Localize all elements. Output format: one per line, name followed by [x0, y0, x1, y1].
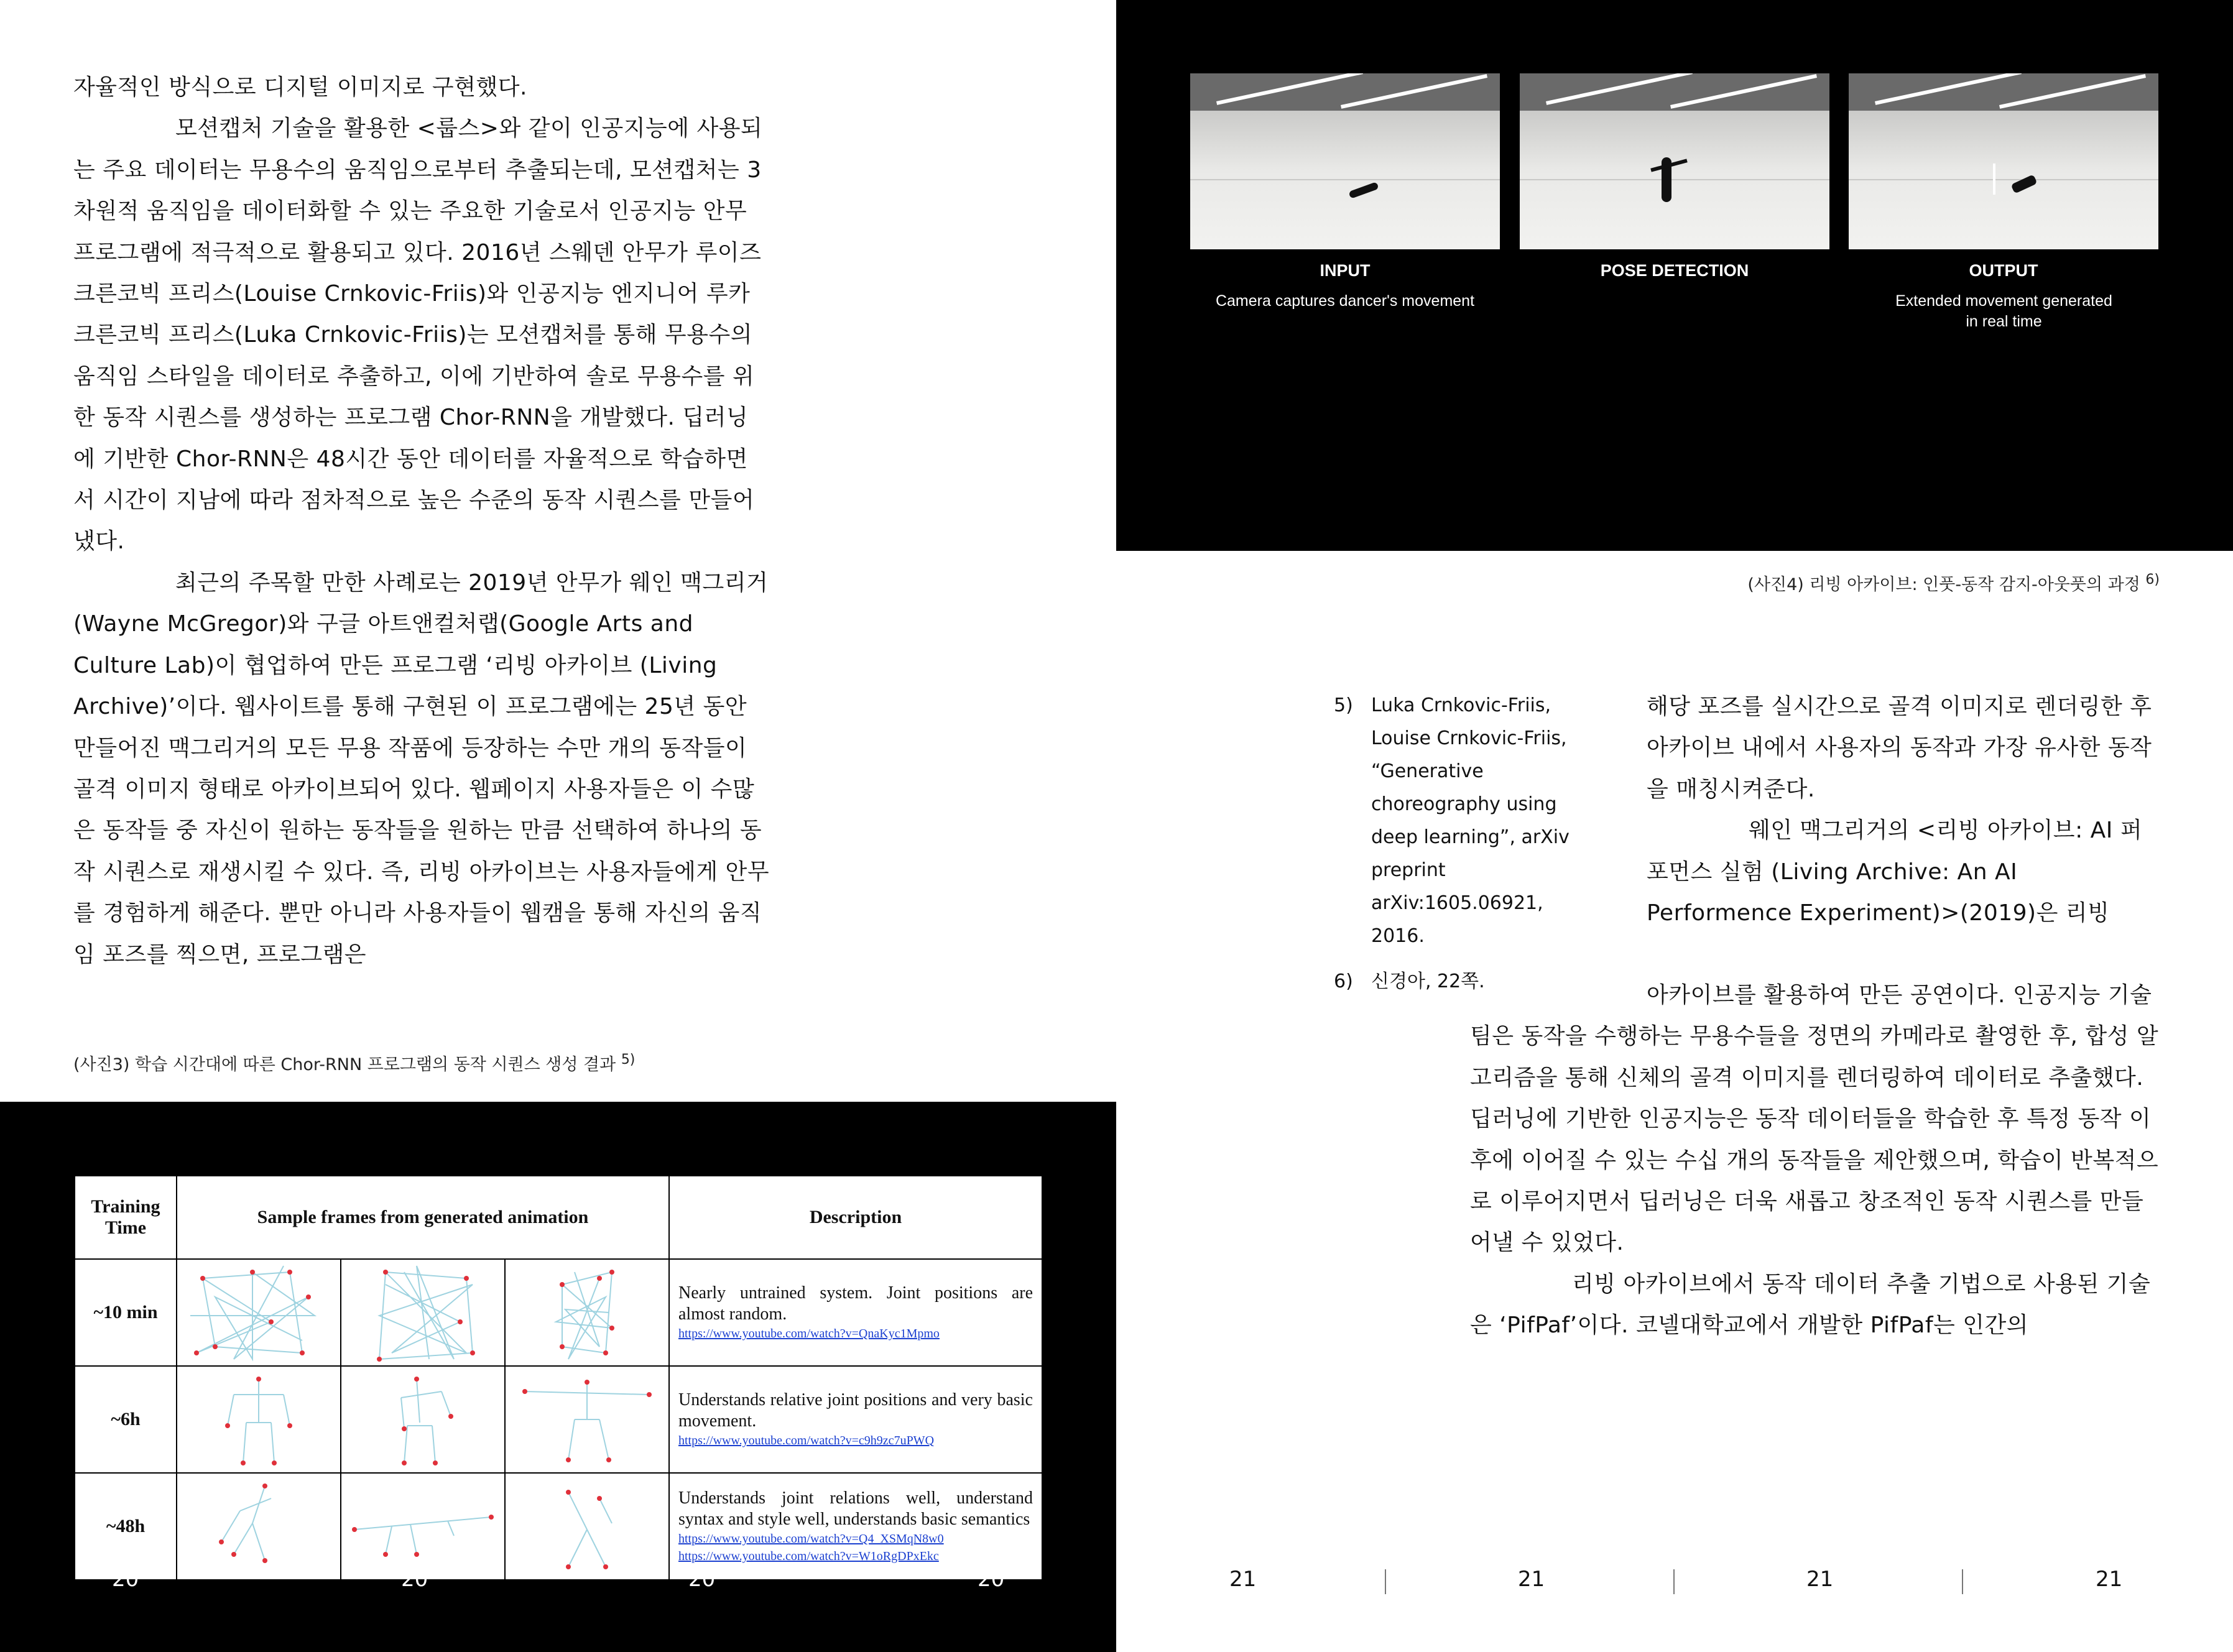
- divider: [1673, 1569, 1675, 1594]
- header-description: Description: [669, 1176, 1042, 1259]
- table-row: [75, 1366, 1042, 1473]
- paragraph: 최근의 주목할 만한 사례로는 2019년 안무가 웨인 맥그리거(Wayne McGregor)와 구글 아트앤컬처랩(Google Arts and Culture Lab)이 협업하여 만든 프로그램 ‘리빙 아카이브 (Living Archive)’이다. 웹사이트를 통해 구현된 이 프로그램에는 25년 동안 만들어진 맥그리거의 모든 무용 작품에 등장하는 수만 개의 동작들이 골격 이미지 형태로 아카이브되어 있다. 웹페이지 사용자들은 이 수많은 동작들 중 자신이 원하는 동작들을 원하는 만큼 선택하여 하나의 동작 시퀀스로 재생시킬 수 있다. 즉, 리빙 아카이브는 사용자들에게 안무를 경험하게 해준다. 뿐만 아니라 사용자들이 웹캠을 통해 자신의 움직임 포즈를 찍으면, 프로그램은: [73, 570, 770, 967]
- footnote-ref: 6): [2145, 572, 2160, 588]
- photo-pose-detection: [1520, 73, 1829, 249]
- skeleton-frame: [177, 1473, 341, 1579]
- page-number: 21: [1806, 1567, 1834, 1592]
- page-number: 21: [1518, 1567, 1545, 1592]
- paragraph: 아카이브를 활용하여 만든 공연이다. 인공지능 기술팀은 동작을 수행하는 무용수들을 정면의 카메라로 촬영한 후, 합성 알고리즘을 통해 신체의 골격 이미지를 렌더링하여 데이터로 추출했다. 딥러닝에 기반한 인공지능은 동작 데이터들을 학습한 후 특정 동작 이후에 이어질 수 있는 수십 개의 동작들을 제안했으며, 학습이 반복적으로 이루어지면서 딥러닝은 더욱 새롭고 창조적인 동작 시퀀스를 만들어낼 수 있었다.: [1470, 982, 2159, 1256]
- photo-output: [1849, 73, 2158, 249]
- photo-title: POSE DETECTION: [1600, 261, 1749, 280]
- training-time: ~10 min: [75, 1259, 177, 1366]
- paragraph: 리빙 아카이브에서 동작 데이터 추출 기법으로 사용된 기술은 ‘PifPaf’이다. 코넬대학교에서 개발한 PifPaf는 인간의: [1470, 1271, 2151, 1339]
- right-body-wide: [1470, 975, 2163, 1347]
- youtube-link[interactable]: https://www.youtube.com/watch?v=W1oRgDPxEkc: [678, 1549, 939, 1563]
- skeleton-frame: [505, 1259, 669, 1366]
- paragraph: 웨인 맥그리거의 <리빙 아카이브: AI 퍼포먼스 실험 (Living Archive: An AI Performence Experiment)>(2019)은 리빙: [1647, 818, 2143, 926]
- paragraph: 모션캡처 기술을 활용한 <룹스>와 같이 인공지능에 사용되는 주요 데이터는 무용수의 움직임으로부터 추출되는데, 모션캡처는 3차원적 움직임을 데이터화할 수 있는 주요한 기술로서 인공지능 안무 프로그램에 적극적으로 활용되고 있다. 2016년 스웨덴 안무가 루이즈 크른코빅 프리스(Louise Crnkovic-Friis)와 인공지능 엔지니어 루카 크른코빅 프리스(Luka Crnkovic-Friis)는 모션캡처를 통해 무용수의 움직임 스타일을 데이터로 추출하고, 이에 기반하여 솔로 무용수를 위한 동작 시퀀스를 생성하는 프로그램 Chor-RNN을 개발했다. 딥러닝에 기반한 Chor-RNN은 48시간 동안 데이터를 자율적으로 학습하면서 시간이 지남에 따라 점차적으로 높은 수준의 동작 시퀀스를 만들어냈다.: [73, 116, 763, 555]
- footnote-text: Luka Crnkovic-Friis, Louise Crnkovic-Friis, “Generative choreography using deep learning”, arXiv preprint arXiv:1605.06921, 2016.: [1371, 694, 1570, 947]
- row-description: [669, 1473, 1042, 1579]
- caption-text: (사진4) 리빙 아카이브: 인풋-동작 감지-아웃풋의 과정: [1747, 575, 2140, 594]
- photo-input: [1190, 73, 1500, 249]
- header-sample-frames: Sample frames from generated animation: [177, 1176, 669, 1259]
- table-row: [75, 1259, 1042, 1366]
- page-number: 21: [1229, 1567, 1257, 1592]
- paragraph: 해당 포즈를 실시간으로 골격 이미지로 렌더링한 후 아카이브 내에서 사용자의 동작과 가장 유사한 동작을 매칭시켜준다.: [1647, 694, 2152, 802]
- skeleton-frame: [177, 1366, 341, 1473]
- page-number: 21: [2096, 1567, 2123, 1592]
- training-time: ~6h: [75, 1366, 177, 1473]
- description-text: Understands relative joint positions and very basic movement.: [678, 1390, 1033, 1431]
- skeleton-frame: [341, 1259, 505, 1366]
- youtube-link[interactable]: https://www.youtube.com/watch?v=Q4_XSMqN8w0: [678, 1532, 944, 1546]
- youtube-link[interactable]: https://www.youtube.com/watch?v=c9h9zc7uPWQ: [678, 1434, 935, 1447]
- figure-caption-4: [1747, 571, 2160, 595]
- divider: [1962, 1569, 1963, 1594]
- footnote-number: 6): [1334, 971, 1353, 992]
- photo-subtitle: Extended movement generated in real time: [1895, 292, 2112, 330]
- left-body-text: [73, 67, 770, 976]
- figure-caption-3: [73, 1051, 635, 1075]
- skeleton-frame: [341, 1366, 505, 1473]
- skeleton-frame: [505, 1473, 669, 1579]
- training-results-table: [74, 1175, 1043, 1579]
- caption-text: (사진3) 학습 시간대에 따른 Chor-RNN 프로그램의 동작 시퀀스 생성 결과: [73, 1055, 616, 1074]
- page-number: 20: [112, 1567, 139, 1592]
- footnote-text: 신경아, 22쪽.: [1371, 971, 1485, 992]
- right-body-column: [1647, 686, 2163, 934]
- training-time: ~48h: [75, 1473, 177, 1579]
- photo-subtitle: Camera captures dancer's movement: [1215, 292, 1475, 310]
- skeleton-frame: [341, 1473, 505, 1579]
- skeleton-frame: [505, 1366, 669, 1473]
- description-text: Understands joint relations well, understand syntax and style well, understands basic semantics: [678, 1488, 1033, 1529]
- footnotes: [1334, 689, 1620, 998]
- description-text: Nearly untrained system. Joint positions are almost random.: [678, 1283, 1033, 1324]
- row-description: [669, 1259, 1042, 1366]
- page-number: 20: [978, 1567, 1005, 1592]
- table-header-row: [75, 1176, 1042, 1259]
- photo-title: OUTPUT: [1969, 261, 2038, 280]
- footnote-item: [1334, 689, 1583, 953]
- skeleton-frame: [177, 1259, 341, 1366]
- footnote-number: 5): [1334, 694, 1353, 716]
- table-row: [75, 1473, 1042, 1579]
- divider: [1385, 1569, 1386, 1594]
- paragraph: 자율적인 방식으로 디지털 이미지로 구현했다.: [73, 75, 527, 100]
- footnote-ref: 5): [621, 1052, 636, 1068]
- header-training-time: Training Time: [75, 1176, 177, 1259]
- page-number: 20: [688, 1567, 716, 1592]
- photo-title: INPUT: [1320, 261, 1371, 280]
- youtube-link[interactable]: https://www.youtube.com/watch?v=QnaKyc1Mpmo: [678, 1327, 940, 1341]
- row-description: [669, 1366, 1042, 1473]
- page-number: 20: [401, 1567, 428, 1592]
